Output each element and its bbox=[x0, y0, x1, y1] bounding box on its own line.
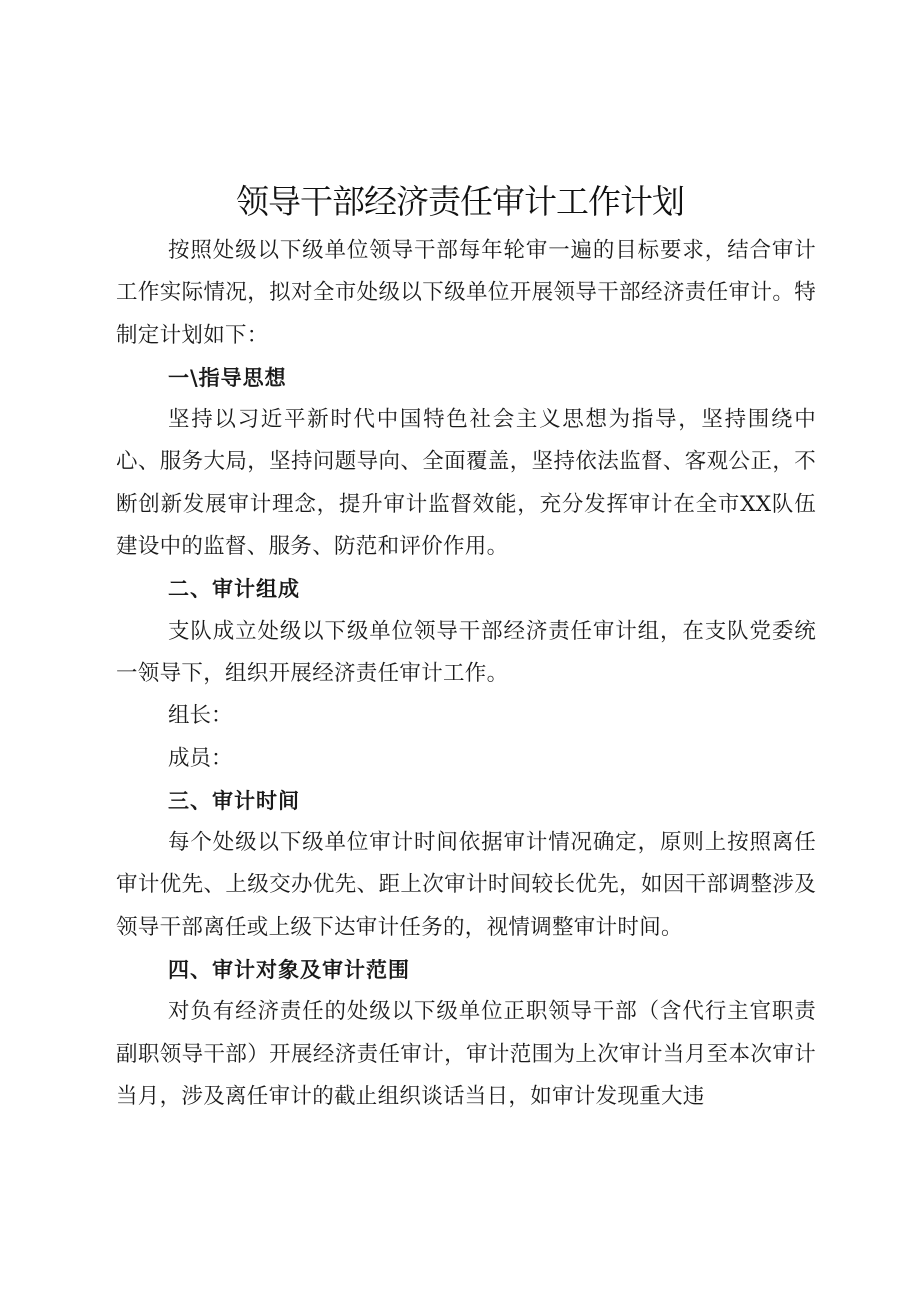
section-heading-audit-scope: 四、审计对象及审计范围 bbox=[168, 958, 410, 983]
section-paragraph-audit-time: 每个处级以下级单位审计时间依据审计情况确定，原则上按照离任审计优先、上级交办优先、距上次审计时间较长优先，如因干部调整涉及领导干部离任或上级下达审计任务的，视情调整审计时间。 bbox=[116, 830, 816, 940]
section-paragraph-audit-scope: 对负有经济责任的处级以下级单位正职领导干部（含代行主官职责副职领导干部）开展经济责任审计，审计范围为上次审计当月至本次审计当月，涉及离任审计的截止组织谈话当日，如审计发现重大违 bbox=[116, 999, 816, 1109]
document-body bbox=[116, 230, 816, 1118]
document-title: 领导干部经济责任审计工作计划 bbox=[236, 182, 684, 221]
section-heading-audit-team: 二、审计组成 bbox=[168, 577, 300, 602]
section-heading-audit-time: 三、审计时间 bbox=[168, 788, 300, 813]
section-paragraph-guiding-ideology: 坚持以习近平新时代中国特色社会主义思想为指导，坚持围绕中心、服务大局，坚持问题导向、全面覆盖，坚持依法监督、客观公正，不断创新发展审计理念，提升审计监督效能，充分发挥审计在全市XX队伍建设中的监督、服务、防范和评价作用。 bbox=[116, 407, 816, 560]
team-members-line: 成员： bbox=[168, 745, 233, 771]
intro-paragraph: 按照处级以下级单位领导干部每年轮审一遍的目标要求，结合审计工作实际情况，拟对全市处级以下级单位开展领导干部经济责任审计。特制定计划如下： bbox=[116, 238, 816, 348]
section-heading-guiding-ideology: 一\指导思想 bbox=[168, 365, 287, 390]
team-leader-line: 组长： bbox=[168, 703, 233, 729]
section-paragraph-audit-team: 支队成立处级以下级单位领导干部经济责任审计组，在支队党委统一领导下，组织开展经济责任审计工作。 bbox=[116, 618, 816, 686]
